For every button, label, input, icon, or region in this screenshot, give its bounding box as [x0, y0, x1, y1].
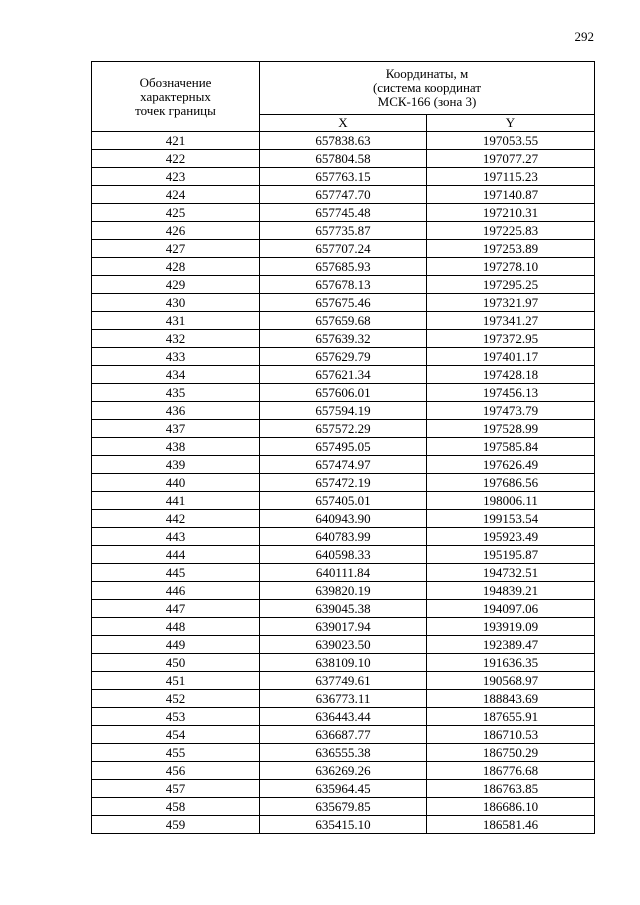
x-coordinate-cell: 640111.84 [260, 564, 427, 582]
x-coordinate-cell: 636555.38 [260, 744, 427, 762]
y-coordinate-cell: 194839.21 [427, 582, 595, 600]
point-id-cell: 427 [92, 240, 260, 258]
table-row [92, 366, 595, 384]
y-coordinate-cell: 197210.31 [427, 204, 595, 222]
x-coordinate-cell: 640783.99 [260, 528, 427, 546]
x-coordinate-cell: 657838.63 [260, 132, 427, 150]
table-row [92, 510, 595, 528]
x-coordinate-cell: 640598.33 [260, 546, 427, 564]
point-id-cell: 458 [92, 798, 260, 816]
table-row [92, 294, 595, 312]
point-id-cell: 453 [92, 708, 260, 726]
table-row [92, 564, 595, 582]
y-coordinate-cell: 197115.23 [427, 168, 595, 186]
table-row [92, 150, 595, 168]
table-row [92, 240, 595, 258]
y-coordinate-cell: 195923.49 [427, 528, 595, 546]
point-id-cell: 455 [92, 744, 260, 762]
point-header-line: точек границы [135, 102, 216, 118]
point-id-cell: 431 [92, 312, 260, 330]
coords-header-line: (система координат [372, 80, 482, 95]
point-id-cell: 424 [92, 186, 260, 204]
point-id-cell: 440 [92, 474, 260, 492]
y-coordinate-cell: 191636.35 [427, 654, 595, 672]
table-row [92, 456, 595, 474]
table-row [92, 726, 595, 744]
x-coordinate-cell: 657804.58 [260, 150, 427, 168]
boundary-points-table [91, 61, 595, 834]
x-coordinate-cell: 657707.24 [260, 240, 427, 258]
y-coordinate-cell: 197585.84 [427, 438, 595, 456]
y-coordinate-cell: 186776.68 [427, 762, 595, 780]
point-id-cell: 423 [92, 168, 260, 186]
y-coordinate-cell: 198006.11 [427, 492, 595, 510]
y-coordinate-cell: 197528.99 [427, 420, 595, 438]
point-id-cell: 443 [92, 528, 260, 546]
point-id-cell: 437 [92, 420, 260, 438]
y-coordinate-cell: 197686.56 [427, 474, 595, 492]
point-id-cell: 422 [92, 150, 260, 168]
point-id-cell: 450 [92, 654, 260, 672]
table-row [92, 816, 595, 834]
y-coordinate-cell: 186710.53 [427, 726, 595, 744]
point-id-cell: 444 [92, 546, 260, 564]
y-coordinate-cell: 197473.79 [427, 402, 595, 420]
x-coordinate-cell: 636269.26 [260, 762, 427, 780]
point-id-cell: 432 [92, 330, 260, 348]
table-row [92, 186, 595, 204]
x-coordinate-cell: 657659.68 [260, 312, 427, 330]
x-coordinate-cell: 657747.70 [260, 186, 427, 204]
x-coordinate-cell: 657621.34 [260, 366, 427, 384]
page-number: 292 [574, 29, 594, 44]
x-coordinate-cell: 639820.19 [260, 582, 427, 600]
point-designation-header [92, 62, 260, 132]
table-row [92, 258, 595, 276]
table-row [92, 618, 595, 636]
x-coordinate-cell: 657735.87 [260, 222, 427, 240]
x-coordinate-cell: 639023.50 [260, 636, 427, 654]
x-coordinate-cell: 657474.97 [260, 456, 427, 474]
table-body [92, 132, 595, 834]
table-row [92, 420, 595, 438]
table-row [92, 222, 595, 240]
x-coordinate-cell: 657472.19 [260, 474, 427, 492]
point-id-cell: 441 [92, 492, 260, 510]
x-coordinate-cell: 657678.13 [260, 276, 427, 294]
y-coordinate-cell: 186763.85 [427, 780, 595, 798]
point-id-cell: 436 [92, 402, 260, 420]
x-coordinate-cell: 639045.38 [260, 600, 427, 618]
x-coordinate-cell: 657675.46 [260, 294, 427, 312]
y-coordinate-cell: 197295.25 [427, 276, 595, 294]
table-row [92, 654, 595, 672]
y-coordinate-cell: 197456.13 [427, 384, 595, 402]
x-coordinate-cell: 635964.45 [260, 780, 427, 798]
coordinates-header [260, 62, 595, 115]
point-id-cell: 434 [92, 366, 260, 384]
x-coordinate-cell: 636443.44 [260, 708, 427, 726]
x-coordinate-cell: 635415.10 [260, 816, 427, 834]
point-header-line: Обозначение [139, 74, 212, 90]
y-coordinate-cell: 197626.49 [427, 456, 595, 474]
table-row [92, 474, 595, 492]
point-id-cell: 445 [92, 564, 260, 582]
y-coordinate-cell: 186750.29 [427, 744, 595, 762]
x-coordinate-cell: 638109.10 [260, 654, 427, 672]
table-row [92, 708, 595, 726]
table-row [92, 582, 595, 600]
table-row [92, 600, 595, 618]
y-coordinate-cell: 197053.55 [427, 132, 595, 150]
table-row [92, 672, 595, 690]
point-id-cell: 429 [92, 276, 260, 294]
point-id-cell: 446 [92, 582, 260, 600]
x-coordinate-cell: 657685.93 [260, 258, 427, 276]
table-row [92, 402, 595, 420]
table-row [92, 132, 595, 150]
point-id-cell: 457 [92, 780, 260, 798]
y-coordinate-cell: 197077.27 [427, 150, 595, 168]
table-row [92, 168, 595, 186]
x-coordinate-cell: 636773.11 [260, 690, 427, 708]
point-id-cell: 448 [92, 618, 260, 636]
x-coordinate-cell: 657572.29 [260, 420, 427, 438]
point-id-cell: 452 [92, 690, 260, 708]
table-row [92, 636, 595, 654]
point-id-cell: 426 [92, 222, 260, 240]
table-row [92, 492, 595, 510]
y-coordinate-cell: 197401.17 [427, 348, 595, 366]
coords-header-line: МСК-166 (зона 3) [377, 94, 477, 109]
point-id-cell: 449 [92, 636, 260, 654]
table-row [92, 798, 595, 816]
point-id-cell: 439 [92, 456, 260, 474]
y-coordinate-cell: 197140.87 [427, 186, 595, 204]
table-row [92, 546, 595, 564]
point-id-cell: 428 [92, 258, 260, 276]
y-coordinate-cell: 197372.95 [427, 330, 595, 348]
point-id-cell: 456 [92, 762, 260, 780]
table-row [92, 762, 595, 780]
y-coordinate-cell: 194097.06 [427, 600, 595, 618]
x-coordinate-cell: 640943.90 [260, 510, 427, 528]
point-id-cell: 421 [92, 132, 260, 150]
x-column-header: X [260, 115, 427, 132]
y-coordinate-cell: 192389.47 [427, 636, 595, 654]
table-row [92, 744, 595, 762]
y-coordinate-cell: 197225.83 [427, 222, 595, 240]
x-coordinate-cell: 657495.05 [260, 438, 427, 456]
coords-header-line: Координаты, м [385, 66, 469, 81]
x-coordinate-cell: 637749.61 [260, 672, 427, 690]
x-coordinate-cell: 657594.19 [260, 402, 427, 420]
table-row [92, 690, 595, 708]
y-coordinate-cell: 197428.18 [427, 366, 595, 384]
point-header-line: характерных [140, 88, 211, 104]
y-coordinate-cell: 197278.10 [427, 258, 595, 276]
table-row [92, 438, 595, 456]
table-row [92, 330, 595, 348]
x-coordinate-cell: 657745.48 [260, 204, 427, 222]
x-coordinate-cell: 657629.79 [260, 348, 427, 366]
table-row [92, 384, 595, 402]
point-id-cell: 435 [92, 384, 260, 402]
table-row [92, 348, 595, 366]
y-coordinate-cell: 197253.89 [427, 240, 595, 258]
point-id-cell: 438 [92, 438, 260, 456]
table-row [92, 276, 595, 294]
table-header [92, 62, 595, 132]
y-coordinate-cell: 187655.91 [427, 708, 595, 726]
table-row [92, 204, 595, 222]
point-id-cell: 459 [92, 816, 260, 834]
y-coordinate-cell: 199153.54 [427, 510, 595, 528]
x-coordinate-cell: 636687.77 [260, 726, 427, 744]
point-id-cell: 454 [92, 726, 260, 744]
x-coordinate-cell: 657639.32 [260, 330, 427, 348]
y-coordinate-cell: 190568.97 [427, 672, 595, 690]
y-column-header: Y [427, 115, 595, 132]
point-id-cell: 442 [92, 510, 260, 528]
point-id-cell: 433 [92, 348, 260, 366]
y-coordinate-cell: 186581.46 [427, 816, 595, 834]
x-coordinate-cell: 657763.15 [260, 168, 427, 186]
y-coordinate-cell: 186686.10 [427, 798, 595, 816]
y-coordinate-cell: 193919.09 [427, 618, 595, 636]
point-id-cell: 451 [92, 672, 260, 690]
table-row [92, 528, 595, 546]
y-coordinate-cell: 197341.27 [427, 312, 595, 330]
x-coordinate-cell: 657606.01 [260, 384, 427, 402]
x-coordinate-cell: 639017.94 [260, 618, 427, 636]
y-coordinate-cell: 197321.97 [427, 294, 595, 312]
point-id-cell: 425 [92, 204, 260, 222]
table-row [92, 780, 595, 798]
point-id-cell: 447 [92, 600, 260, 618]
x-coordinate-cell: 657405.01 [260, 492, 427, 510]
table-row [92, 312, 595, 330]
x-coordinate-cell: 635679.85 [260, 798, 427, 816]
point-id-cell: 430 [92, 294, 260, 312]
y-coordinate-cell: 194732.51 [427, 564, 595, 582]
y-coordinate-cell: 195195.87 [427, 546, 595, 564]
y-coordinate-cell: 188843.69 [427, 690, 595, 708]
